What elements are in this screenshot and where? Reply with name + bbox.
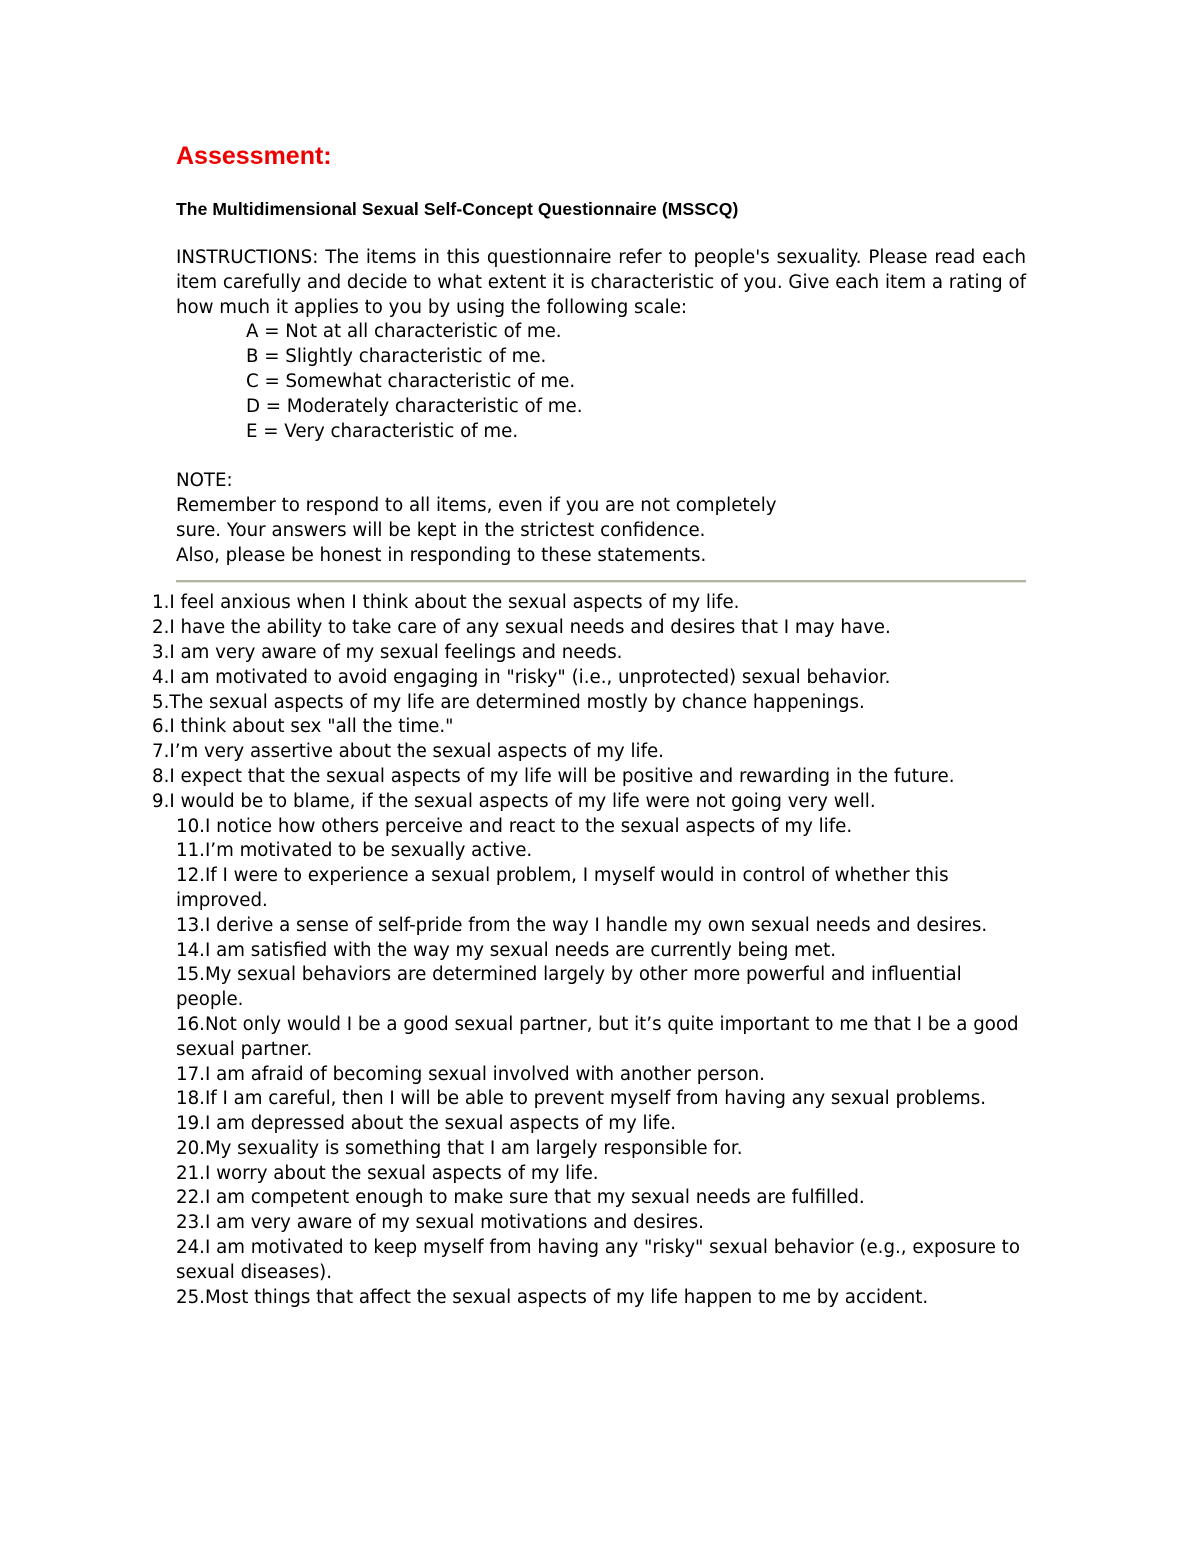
item-number: 14. (176, 939, 205, 961)
scale-item-b: B = Slightly characteristic of me. (246, 346, 547, 368)
list-item (176, 864, 1026, 914)
item-text: I am competent enough to make sure that my sexual needs are fulfilled. (204, 1187, 865, 1209)
list-item (176, 1137, 1026, 1162)
list-item (176, 1162, 1026, 1187)
item-text: I feel anxious when I think about the sexual aspects of my life. (169, 592, 740, 614)
document-page (152, 138, 1026, 1310)
item-number: 24. (176, 1237, 205, 1259)
list-item (176, 1087, 1026, 1112)
list-item (176, 815, 1026, 840)
list-item (176, 839, 1026, 864)
item-number: 10. (176, 815, 205, 837)
item-text: I am motivated to avoid engaging in "risky" (i.e., unprotected) sexual behavior. (169, 666, 891, 688)
item-text: I have the ability to take care of any sexual needs and desires that I may have. (169, 617, 891, 639)
list-item (152, 666, 1026, 691)
item-text: I would be to blame, if the sexual aspects of my life were not going very well. (169, 790, 876, 812)
list-item (176, 1112, 1026, 1137)
list-item (176, 1286, 1026, 1311)
list-item (176, 1236, 1026, 1286)
item-number: 18. (176, 1088, 205, 1110)
list-item (176, 914, 1026, 939)
item-number: 22. (176, 1187, 205, 1209)
item-text: If I am careful, then I will be able to prevent myself from having any sexual problems. (204, 1088, 986, 1110)
item-number: 4. (152, 666, 170, 688)
item-text: I am satisfied with the way my sexual needs are currently being met. (204, 939, 836, 961)
list-item (152, 616, 1026, 641)
rating-scale (176, 320, 1026, 444)
list-item (176, 1211, 1026, 1236)
item-text: I am depressed about the sexual aspects of my life. (204, 1113, 677, 1135)
item-number: 11. (176, 840, 205, 862)
item-number: 1. (152, 592, 170, 614)
item-text: I derive a sense of self-pride from the way I handle my own sexual needs and desires. (204, 914, 988, 936)
list-item (152, 790, 1026, 815)
item-text: Not only would I be a good sexual partner, but it’s quite important to me that I be a good sexual partner. (176, 1013, 1019, 1060)
scale-item-c: C = Somewhat characteristic of me. (246, 370, 576, 392)
scale-item-a: A = Not at all characteristic of me. (246, 321, 562, 343)
assessment-heading: Assessment: (176, 142, 332, 170)
item-number: 7. (152, 741, 170, 763)
item-text: I’m motivated to be sexually active. (204, 840, 533, 862)
item-number: 3. (152, 641, 170, 663)
list-item (152, 691, 1026, 716)
questionnaire-title: The Multidimensional Sexual Self-Concept Questionnaire (MSSCQ) (176, 199, 739, 219)
item-number: 15. (176, 964, 205, 986)
item-number: 19. (176, 1113, 205, 1135)
item-number: 21. (176, 1162, 205, 1184)
item-text: I think about sex "all the time." (169, 716, 454, 738)
list-item (152, 740, 1026, 765)
list-item (176, 1013, 1026, 1063)
item-number: 12. (176, 865, 205, 887)
item-text: The sexual aspects of my life are determined mostly by chance happenings. (169, 691, 865, 713)
note-line: Also, please be honest in responding to these statements. (176, 544, 707, 566)
item-text: Most things that affect the sexual aspects of my life happen to me by accident. (204, 1286, 929, 1308)
note-line: sure. Your answers will be kept in the strictest confidence. (176, 519, 706, 541)
item-text: I am very aware of my sexual motivations and desires. (204, 1212, 704, 1234)
list-item (176, 939, 1026, 964)
item-number: 25. (176, 1286, 205, 1308)
item-text: My sexuality is something that I am largely responsible for. (204, 1137, 743, 1159)
list-item (152, 765, 1026, 790)
list-item (152, 591, 1026, 616)
instructions-paragraph: INSTRUCTIONS: The items in this questionnaire refer to people's sexuality. Please read each item carefully and decide to what extent it is characteristic of you. Give each item a rating of how much it applies to you by using the following scale: (176, 247, 1026, 318)
list-item (176, 1186, 1026, 1211)
item-number: 2. (152, 617, 170, 639)
item-text: If I were to experience a sexual problem, I myself would in control of whether this improved. (176, 865, 949, 911)
item-number: 13. (176, 914, 205, 936)
item-text: I am very aware of my sexual feelings and needs. (169, 641, 623, 663)
item-text: I expect that the sexual aspects of my life will be positive and rewarding in the future. (169, 765, 955, 787)
item-number: 5. (152, 691, 170, 713)
item-number: 6. (152, 716, 170, 738)
list-item (152, 715, 1026, 740)
note-label: NOTE: (176, 470, 233, 492)
item-text: I’m very assertive about the sexual aspects of my life. (169, 741, 664, 763)
horizontal-divider (176, 580, 1026, 583)
item-number: 23. (176, 1212, 205, 1234)
item-text: I worry about the sexual aspects of my life. (204, 1162, 599, 1184)
item-text: My sexual behaviors are determined largely by other more powerful and influential people. (176, 964, 962, 1011)
item-text: I notice how others perceive and react to the sexual aspects of my life. (204, 815, 853, 837)
questionnaire-items (152, 591, 1026, 1310)
list-item (152, 641, 1026, 666)
item-text: I am motivated to keep myself from having any "risky" sexual behavior (e.g., exposure to sexual diseases). (176, 1237, 1020, 1283)
item-number: 8. (152, 765, 170, 787)
item-number: 9. (152, 790, 170, 812)
note-line: Remember to respond to all items, even if you are not completely (176, 494, 777, 516)
item-number: 17. (176, 1063, 205, 1085)
scale-item-e: E = Very characteristic of me. (246, 420, 519, 442)
item-number: 16. (176, 1013, 205, 1035)
item-number: 20. (176, 1137, 205, 1159)
scale-item-d: D = Moderately characteristic of me. (246, 395, 583, 417)
item-text: I am afraid of becoming sexual involved with another person. (204, 1063, 765, 1085)
list-item (176, 963, 1026, 1013)
list-item (176, 1063, 1026, 1088)
note-section (176, 469, 1026, 568)
